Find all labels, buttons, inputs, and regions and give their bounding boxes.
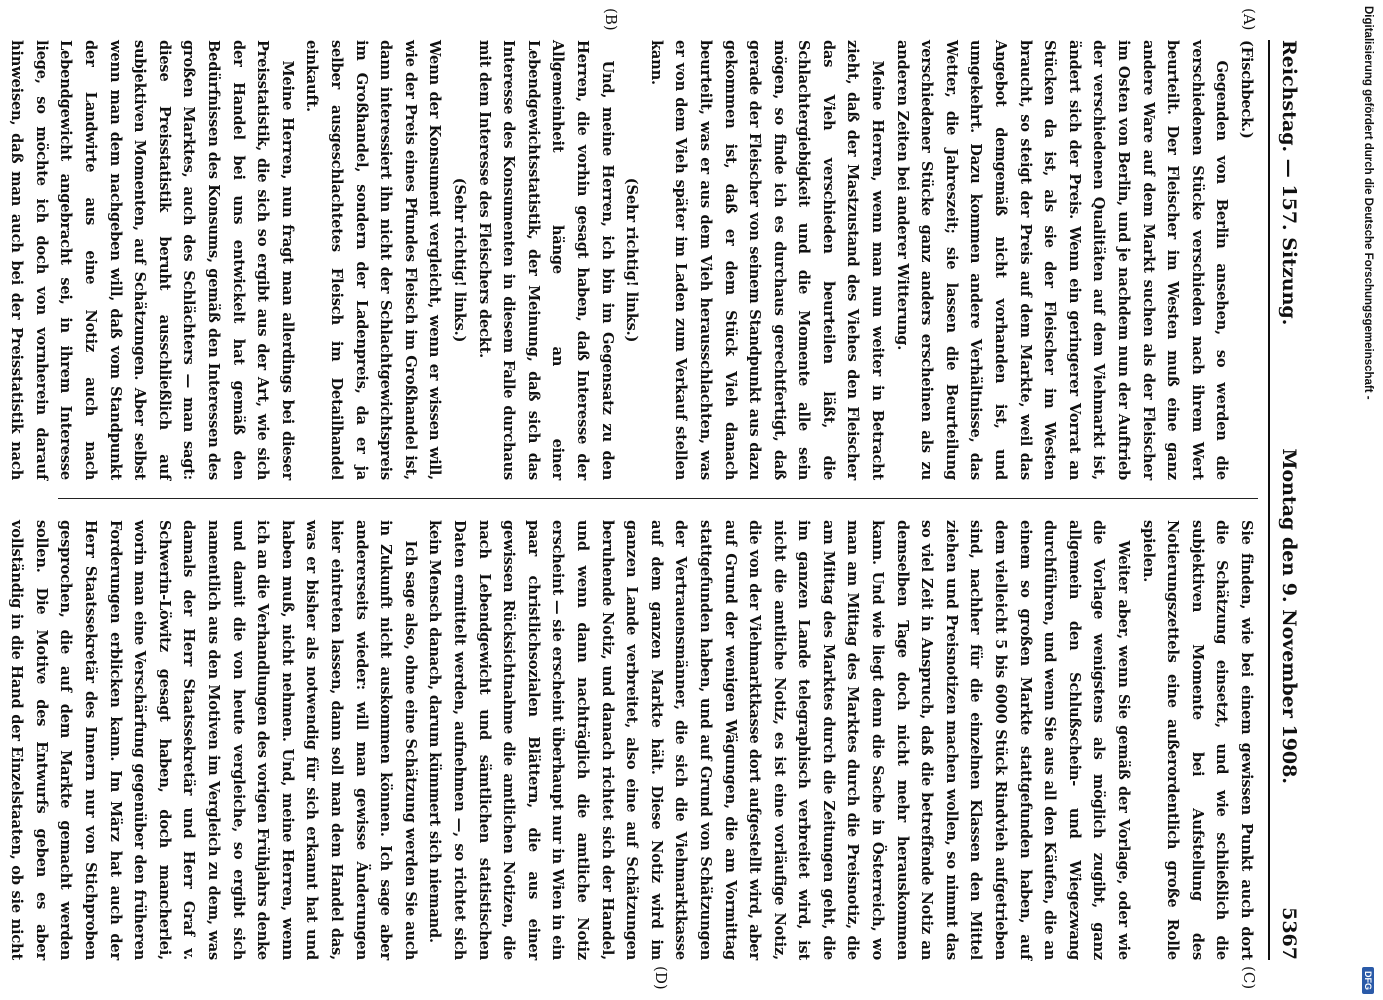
margin-marker-c: (C) — [1240, 966, 1258, 990]
paragraph: Gegenden von Berlin ansehen, so werden die verschiedenen Stücke verschieden nach ihrem Wert beurteilt. Der Fleischer im Westen muß eine ganz andere Ware auf dem Markt suchen als der Fleischer im Osten von Berlin, und je nachdem nun der Auftrieb der verschiedenen Qualitäten auf dem Viehmarkt ist, ändert sich der Preis. Wenn ein geringerer Vorrat an Stücken da ist, als sie der Fleischer im Westen braucht, so steigt der Preis auf dem Markte, weil das Angebot demgemäß nicht vorhanden ist, und umgekehrt. Dazu kommen andere Verhältnisse, das Wetter, die Jahreszeit; sie lassen die Beurteilung verschiedener Stücke ganz anders erscheinen als zu anderen Zeiten bei anderer Witterung. — [893, 40, 1231, 480]
margin-marker-a: (A) — [1240, 8, 1258, 31]
page-header — [1268, 40, 1300, 960]
paragraph: Sie finden, wie bei einem gewissen Punkt auch dort die Schätzung einsetzt, und wie schließlich die subjektiven Momente bei Aufstellung des Notierungszettels eine außerordentlich große Rolle spielen. — [1139, 520, 1255, 960]
left-text-column — [8, 40, 1258, 480]
page-number: 5367 — [1278, 907, 1300, 960]
paragraph: (Sehr richtig! links.) — [623, 177, 641, 343]
paragraph: Ich sage also, ohne eine Schätzung werden Sie auch in Zukunft nicht auskommen können. Ich sage aber andererseits wieder: will man gewisse Änderungen hier eintreten lassen, dann soll man dem Handel das, was er bisher als notwendig für sich erkannt hat und haben muß, nicht nehmen. Und, meine Herren, wenn ich an die Verhandlungen des vorigen Frühjahrs denke und damit die von heute vergleiche, so ergibt sich namentlich aus den Motiven im Vergleich zu dem, was damals der Herr Staatssekretär und Herr Graf v. Schwerin-Löwitz gesagt haben, doch mancherlei, worin man eine Verschärfung gegenüber den früheren Forderungen erblicken kann. Im März hat auch der Herr Staatssekretär des Innern nur von Stichproben gesprochen, die auf dem Markte gemacht werden sollen. Die Motive des Entwurfs geben es aber vollständig in die Hand der Einzelstaaten, ob sie nicht — [8, 520, 419, 960]
paragraph: Und, meine Herren, ich bin im Gegensatz zu den Herren, die vorhin gesagt haben, daß Interesse der Allgemeinheit hänge an einer Lebendgewichtsstatistik, der Meinung, daß sich das Interesse des Konsumenten in diesem Falle durchaus mit dem Interesse des Fleischers deckt. — [475, 40, 616, 480]
paragraph: (Sehr richtig! links.) — [451, 177, 468, 343]
rotated-page — [10, 0, 1310, 1000]
header-center: Montag den 9. November 1908. — [1278, 448, 1300, 784]
margin-marker-b: (B) — [602, 8, 620, 31]
digitization-note — [1355, 6, 1381, 994]
paragraph: Meine Herren, wenn man nun weiter in Betracht zieht, daß der Mastzustand des Viehes den Fleischer das Vieh verschieden beurteilen läßt, die Schlachtergiebigkeit und die Momente alle sein mögen, so finde ich es durchaus gerechtfertigt, daß gerade der Fleischer von seinem Standpunkt aus dazu gekommen ist, daß er dem Stück Vieh danach beurteilt, was er aus dem Vieh herausschlachten, was er von dem Vieh später im Laden zum Verkauf stellen kann. — [647, 40, 887, 480]
right-text-column — [8, 520, 1258, 960]
paragraph: Wenn der Konsument vergleicht, wenn er wissen will, wie der Preis eines Pfundes Fleisch im Großhandel ist, dann interessiert ihn nicht der Schlachtgewichtspreis im Großhandel, sondern der Ladenpreis, da er ja selber ausgeschlachtetes Fleisch im Detailhandel einkauft. — [303, 40, 444, 480]
column-divider — [58, 498, 1258, 499]
paragraph: Weiter aber, wenn Sie gemäß der Vorlage, oder wie die Vorlage wenigstens als möglich zugibt, ganz allgemein den Schlußschein- und Wiegezwang durchführen, und wenn Sie aus all den Käufen, die an einem so großen Markte stattgefunden haben, auf dem vielleicht 5 bis 6000 Stück Rindvieh aufgetrieben sind, nachher für die einzelnen Klassen den Mittel ziehen und Preisnotizen machen wollen, so nimmt das so viel Zeit in Anspruch, daß die betreffende Notiz an demselben Tage doch nicht mehr herauskommen kann. Und wie liegt denn die Sache in Österreich, wo man am Mittag des Marktes durch die Preisnotiz, die am Mittag des Marktes durch die Zeitungen geht, die im ganzen Lande telegraphisch verbreitet wird, ist nicht die amtliche Notiz, es ist eine vorläufige Notiz, die von der Viehmarktkasse dort aufgestellt wird, aber auf Grund der wenigen Wägungen, die am Vormittag stattgefunden haben, und auf Grund von Schätzungen der Vertrauensmänner, die sich die Viehmarktkasse auf dem ganzen Markte hält. Diese Notiz wird im ganzen Lande verbreitet, also eine auf Schätzungen beruhende Notiz, und danach richtet sich der Handel, und wenn dann nachträglich die amtliche Notiz erscheint — sie erscheint überhaupt nur in Wien in ein paar christlichsozialen Blättern, die aus einer gewissen Rücksichtnahme die amtlichen Notizen, die nach Lebendgewicht und sämtlichen statistischen Daten ermittelt werden, aufnehmen —, so richtet sich kein Mensch danach, darum kümmert sich niemand. — [426, 520, 1133, 960]
paragraph: Meine Herren, nun fragt man allerdings bei dieser Preisstatistik, die sich so ergibt aus der Art, wie sich der Handel bei uns entwickelt hat gemäß den Bedürfnissen des Konsums, gemäß den Interessen des großen Marktes, auch des Schlächters — man sagt: diese Preisstatistik beruht ausschließlich auf subjektiven Momenten, auf Schätzungen. Aber selbst wenn man dem nachgeben will, daß vom Standpunkt der Landwirte aus eine Notiz auch nach Lebendgewicht angebracht sei, in ihrem Interesse liege, so möchte ich doch von vornherein darauf hinweisen, daß man auch bei der Preisstatistik nach — [8, 40, 296, 480]
header-left: Reichstag. — 157. Sitzung. — [1278, 40, 1300, 326]
dfg-logo: DFG — [1362, 967, 1374, 994]
margin-marker-d: (D) — [652, 966, 670, 990]
digitization-text: Digitalisierung gefördert durch die Deutsche Forschungsgemeinschaft - — [1362, 6, 1374, 400]
paragraph: (Fischbeck.) — [1238, 40, 1255, 139]
